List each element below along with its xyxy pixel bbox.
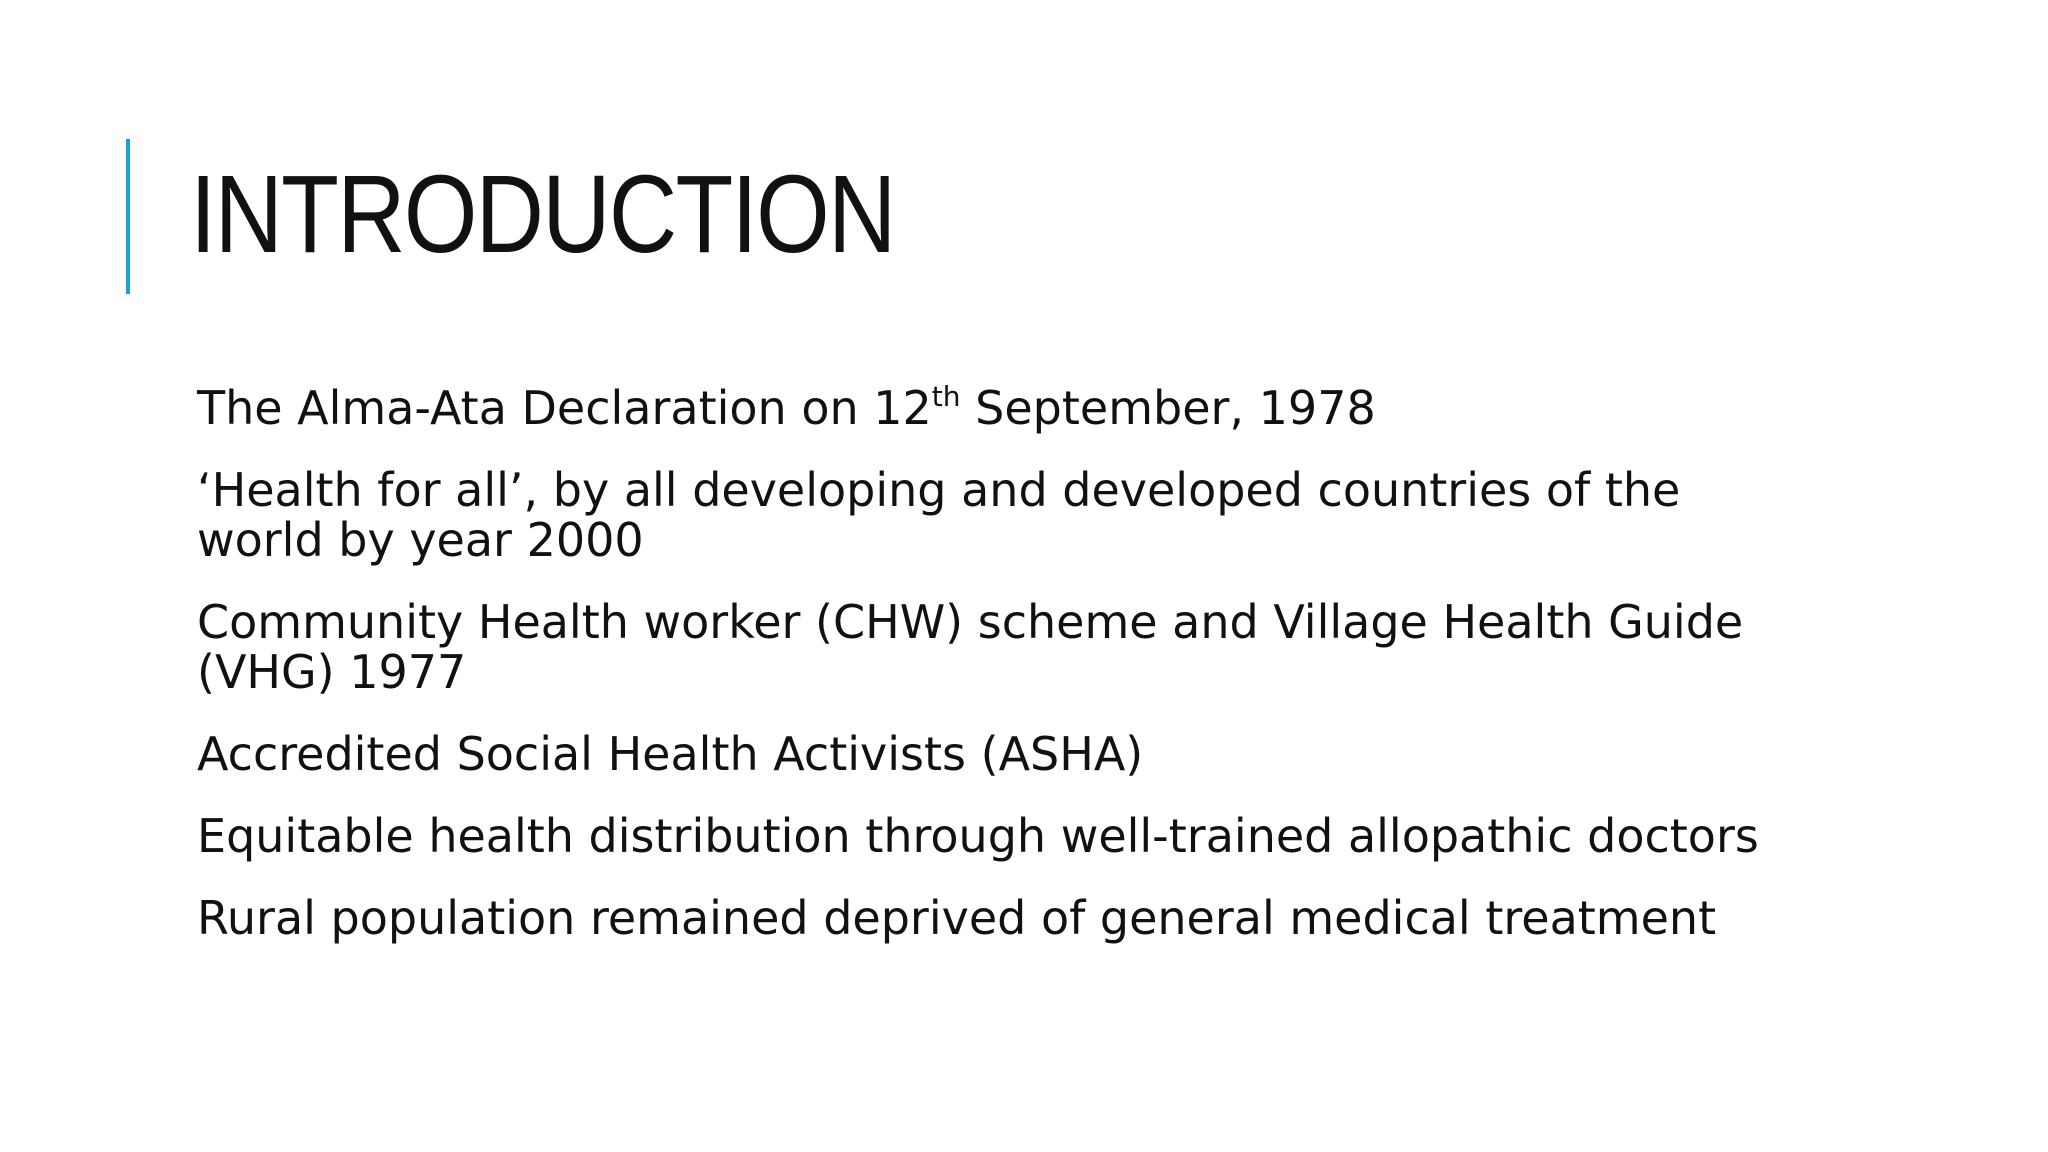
bullet-text: Accredited Social Health Activists (ASHA) — [197, 727, 1144, 781]
slide-title: INTRODUCTION — [190, 153, 895, 276]
bullet-text: September, 1978 — [960, 381, 1376, 435]
bullet-item — [197, 597, 1817, 697]
bullet-item — [197, 465, 1817, 565]
bullet-text: Community Health worker (CHW) scheme and Village Health Guide (VHG) 1977 — [197, 595, 1744, 699]
bullet-item — [197, 729, 1817, 779]
bullet-text: Rural population remained deprived of general medical treatment — [197, 891, 1717, 945]
bullet-item — [197, 811, 1817, 861]
bullet-list — [197, 380, 1817, 975]
title-accent-bar — [126, 139, 130, 294]
bullet-text: The Alma-Ata Declaration on 12 — [197, 381, 932, 435]
bullet-item — [197, 380, 1817, 435]
bullet-superscript: th — [931, 380, 961, 413]
bullet-text: Equitable health distribution through well-trained allopathic doctors — [197, 809, 1759, 863]
bullet-text: ‘Health for all’, by all developing and developed countries of the world by year 2000 — [197, 463, 1681, 567]
bullet-item — [197, 893, 1817, 943]
